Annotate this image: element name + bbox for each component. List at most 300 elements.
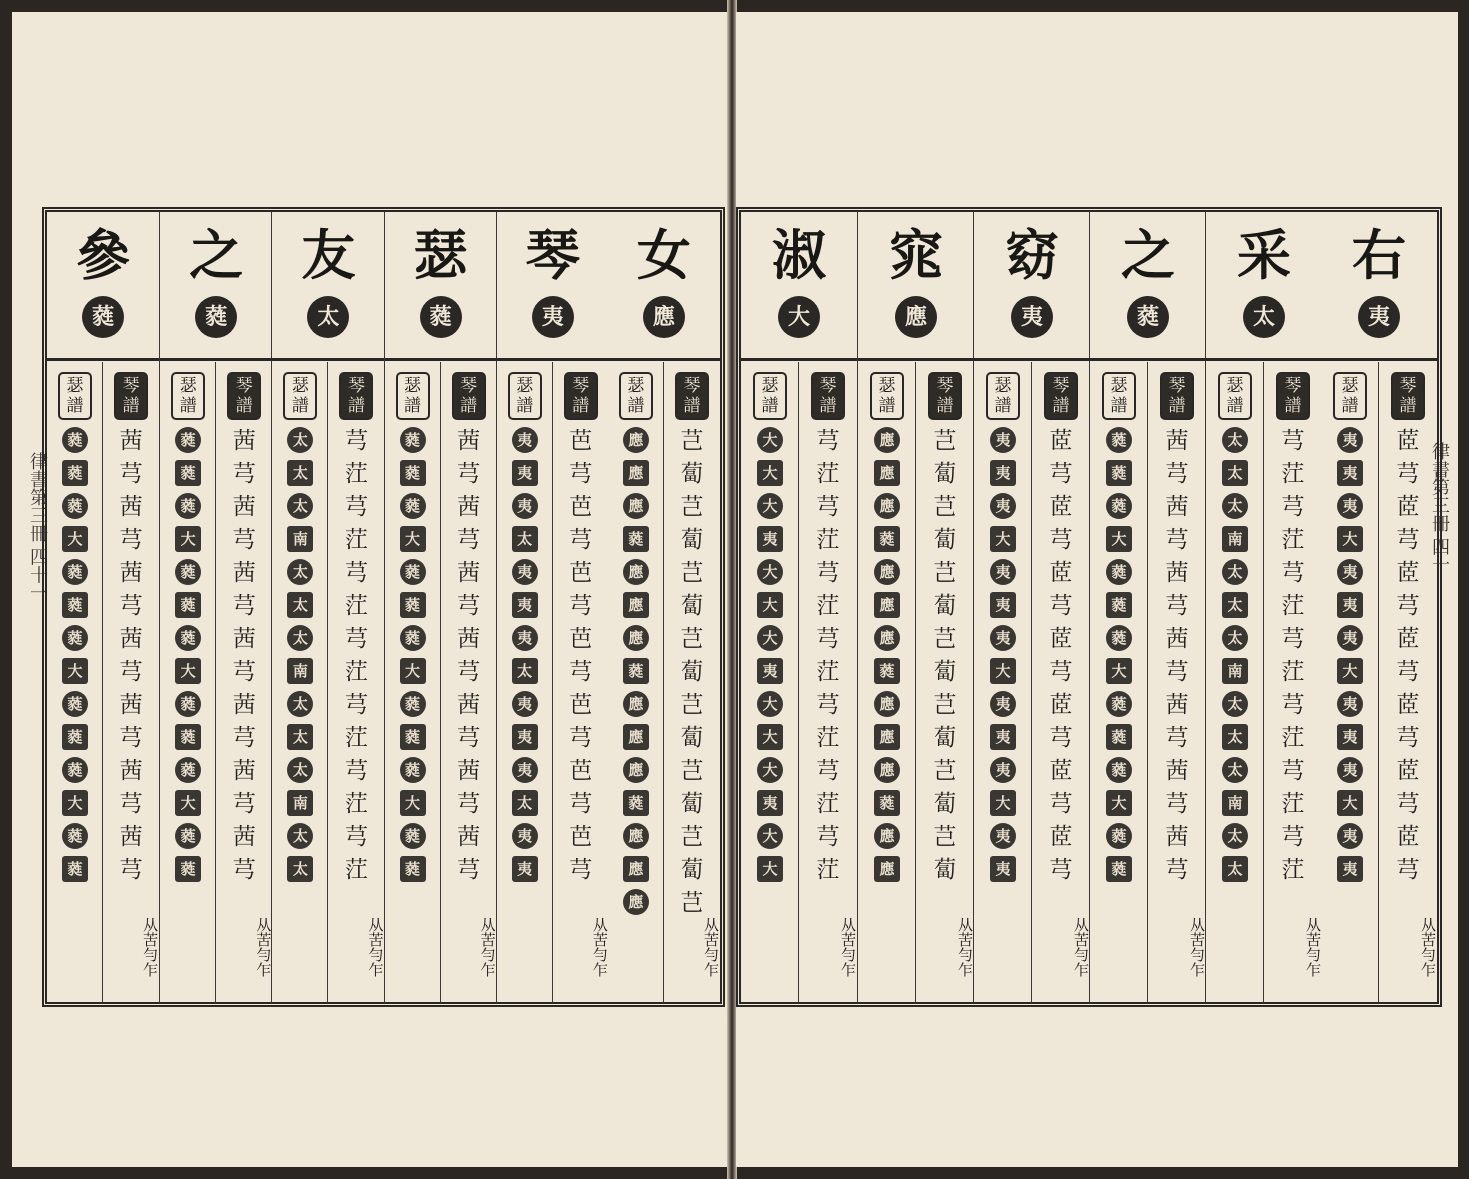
lyric-character: 淑 (772, 223, 826, 287)
qin-note: 茳 (1281, 791, 1305, 817)
qin-note: 蔔 (933, 527, 957, 553)
text-column (1321, 212, 1437, 1002)
text-column (1089, 212, 1206, 1002)
se-note: 蕤 (1106, 691, 1132, 717)
se-note: 夷 (1337, 427, 1363, 453)
se-score-label: 瑟譜 (986, 372, 1020, 420)
qin-note: 茳 (816, 461, 840, 487)
lyric-character: 右 (1352, 223, 1406, 287)
qin-note: 芎 (119, 593, 143, 619)
se-note: 應 (623, 427, 649, 453)
se-note: 夷 (1337, 559, 1363, 585)
right-page (736, 12, 1458, 1167)
qin-notation-column (1263, 362, 1322, 1002)
qin-note: 芎 (344, 626, 368, 652)
qin-note: 茝 (1049, 560, 1073, 586)
lyric-character: 之 (1121, 223, 1175, 287)
qin-note: 芑 (933, 428, 957, 454)
se-note: 大 (1337, 658, 1363, 684)
qin-note: 芑 (680, 626, 704, 652)
qin-note: 蔔 (933, 725, 957, 751)
se-note: 夷 (757, 658, 783, 684)
text-column (1205, 212, 1322, 1002)
qin-note: 芎 (344, 824, 368, 850)
left-page (12, 12, 730, 1167)
se-notation-column (1321, 362, 1379, 1002)
se-note: 夷 (512, 823, 538, 849)
se-note: 蕤 (400, 856, 426, 882)
se-note: 夷 (1337, 724, 1363, 750)
qin-note: 茳 (816, 527, 840, 553)
qin-note: 蔔 (680, 725, 704, 751)
qin-note: 茜 (232, 758, 256, 784)
se-note: 大 (62, 658, 88, 684)
se-note: 蕤 (62, 460, 88, 486)
qin-notation-column (552, 362, 609, 1002)
se-note: 夷 (1337, 460, 1363, 486)
divider (741, 358, 857, 361)
se-note: 蕤 (62, 691, 88, 717)
divider (858, 358, 974, 361)
se-note: 太 (287, 823, 313, 849)
se-note: 蕤 (62, 625, 88, 651)
se-note: 太 (512, 790, 538, 816)
se-note: 應 (874, 460, 900, 486)
se-note: 應 (874, 724, 900, 750)
qin-note: 茜 (457, 692, 481, 718)
qin-note: 茜 (232, 494, 256, 520)
se-note: 夷 (512, 559, 538, 585)
qin-notation-column (102, 362, 159, 1002)
se-note: 大 (175, 658, 201, 684)
qin-note: 芎 (457, 725, 481, 751)
se-note: 蕤 (175, 691, 201, 717)
qin-note: 芑 (680, 758, 704, 784)
qin-note: 茜 (119, 692, 143, 718)
qin-note: 芎 (119, 461, 143, 487)
pitch-badge: 太 (1243, 296, 1285, 338)
text-column (857, 212, 974, 1002)
qin-note: 芎 (1165, 857, 1189, 883)
se-note: 太 (1222, 823, 1248, 849)
se-note: 蕤 (175, 493, 201, 519)
se-note: 大 (757, 592, 783, 618)
column-footer: 从苦勻乍 (254, 917, 273, 977)
se-note: 蕤 (62, 493, 88, 519)
se-note: 蕤 (175, 559, 201, 585)
se-note: 南 (1222, 526, 1248, 552)
se-note: 夷 (512, 592, 538, 618)
qin-note: 茝 (1396, 824, 1420, 850)
se-note: 太 (287, 427, 313, 453)
se-note: 蕤 (175, 724, 201, 750)
qin-score-label: 琴譜 (1160, 372, 1194, 420)
qin-note: 茜 (1165, 428, 1189, 454)
se-note: 太 (287, 691, 313, 717)
se-note: 大 (757, 460, 783, 486)
qin-note: 茜 (119, 824, 143, 850)
qin-note: 茳 (344, 659, 368, 685)
se-score-label: 瑟譜 (508, 372, 542, 420)
qin-score-label: 琴譜 (564, 372, 598, 420)
qin-note: 芎 (816, 692, 840, 718)
qin-note: 芎 (344, 692, 368, 718)
se-note: 夷 (990, 823, 1016, 849)
se-note: 應 (874, 493, 900, 519)
left-margin-text: 律書第三冊 四十一 (27, 452, 48, 602)
qin-note: 芎 (232, 857, 256, 883)
qin-note: 芎 (1396, 725, 1420, 751)
qin-note: 芭 (569, 626, 593, 652)
qin-note: 芎 (1165, 659, 1189, 685)
se-note: 夷 (1337, 856, 1363, 882)
se-note: 蕤 (1106, 592, 1132, 618)
text-column (47, 212, 159, 1002)
se-note: 蕤 (62, 427, 88, 453)
se-note: 大 (757, 724, 783, 750)
lyric-character: 女 (636, 223, 691, 287)
se-note: 太 (1222, 493, 1248, 519)
qin-note: 芎 (1049, 527, 1073, 553)
pitch-badge: 夷 (1011, 296, 1053, 338)
qin-notation-column (327, 362, 384, 1002)
se-note: 太 (1222, 625, 1248, 651)
qin-note: 芎 (1281, 428, 1305, 454)
se-notation-column (47, 362, 103, 1002)
se-note: 應 (623, 559, 649, 585)
se-note: 蕤 (874, 658, 900, 684)
se-note: 太 (1222, 427, 1248, 453)
se-notation-column (160, 362, 216, 1002)
text-column (608, 212, 720, 1002)
column-head (47, 220, 159, 350)
qin-note: 芎 (1165, 527, 1189, 553)
se-note: 應 (874, 757, 900, 783)
qin-notation-column (798, 362, 857, 1002)
qin-note: 芎 (569, 461, 593, 487)
qin-score-label: 琴譜 (114, 372, 148, 420)
qin-note: 茳 (816, 725, 840, 751)
se-score-label: 瑟譜 (396, 372, 430, 420)
qin-note: 芎 (1281, 560, 1305, 586)
column-footer: 从苦勻乍 (141, 917, 160, 977)
column-footer: 从苦勻乍 (1188, 917, 1206, 977)
se-note: 大 (757, 493, 783, 519)
qin-note: 茳 (816, 857, 840, 883)
column-head (858, 220, 974, 350)
se-note: 應 (623, 691, 649, 717)
column-head (974, 220, 1090, 350)
qin-note: 芎 (457, 527, 481, 553)
lyric-character: 之 (189, 223, 244, 287)
se-note: 蕤 (175, 427, 201, 453)
se-note: 蕤 (175, 757, 201, 783)
se-note: 蕤 (623, 526, 649, 552)
qin-note: 芎 (816, 494, 840, 520)
column-head (608, 220, 720, 350)
qin-note: 茜 (232, 560, 256, 586)
se-note: 應 (623, 724, 649, 750)
se-note: 蕤 (1106, 559, 1132, 585)
pitch-badge: 蕤 (420, 296, 462, 338)
qin-note: 茳 (344, 593, 368, 619)
qin-score-label: 琴譜 (1044, 372, 1078, 420)
qin-note: 芑 (680, 890, 704, 916)
se-note: 蕤 (175, 460, 201, 486)
se-note: 蕤 (400, 493, 426, 519)
qin-note: 芎 (232, 659, 256, 685)
se-note: 太 (1222, 724, 1248, 750)
column-head (1206, 220, 1322, 350)
se-note: 夷 (512, 493, 538, 519)
lyric-character: 瑟 (413, 223, 468, 287)
qin-note: 芎 (232, 593, 256, 619)
se-note: 大 (990, 526, 1016, 552)
qin-note: 茝 (1396, 494, 1420, 520)
se-note: 大 (990, 658, 1016, 684)
se-note: 大 (1106, 526, 1132, 552)
se-note: 太 (512, 658, 538, 684)
qin-note: 茝 (1396, 626, 1420, 652)
qin-note: 茜 (457, 560, 481, 586)
qin-score-label: 琴譜 (227, 372, 261, 420)
qin-note: 芑 (933, 560, 957, 586)
qin-note: 芎 (1396, 461, 1420, 487)
qin-note: 茳 (816, 659, 840, 685)
se-note: 夷 (990, 493, 1016, 519)
qin-note: 芎 (1396, 527, 1420, 553)
se-notation-column (974, 362, 1032, 1002)
qin-note: 茜 (119, 626, 143, 652)
qin-note: 茝 (1396, 758, 1420, 784)
divider (385, 358, 497, 361)
se-note: 南 (1222, 790, 1248, 816)
column-head (1321, 220, 1437, 350)
se-notation-column (1090, 362, 1148, 1002)
qin-note: 茳 (1281, 725, 1305, 751)
qin-note: 蔔 (680, 659, 704, 685)
qin-note: 茳 (1281, 527, 1305, 553)
column-head (1090, 220, 1206, 350)
se-note: 太 (287, 493, 313, 519)
se-note: 蕤 (62, 559, 88, 585)
qin-note: 芎 (232, 725, 256, 751)
se-score-label: 瑟譜 (1102, 372, 1136, 420)
se-note: 南 (287, 790, 313, 816)
lyric-character: 琴 (525, 223, 580, 287)
qin-note: 芎 (569, 791, 593, 817)
se-note: 蕤 (400, 460, 426, 486)
column-footer: 从苦勻乍 (590, 917, 609, 977)
se-note: 南 (287, 526, 313, 552)
qin-note: 茳 (344, 791, 368, 817)
se-note: 大 (175, 790, 201, 816)
column-footer: 从苦勻乍 (478, 917, 497, 977)
qin-note: 芑 (680, 692, 704, 718)
qin-note: 芎 (232, 461, 256, 487)
se-note: 夷 (990, 592, 1016, 618)
se-score-label: 瑟譜 (753, 372, 787, 420)
qin-note: 芎 (1165, 593, 1189, 619)
column-footer: 从苦勻乍 (1072, 917, 1090, 977)
qin-note: 芎 (344, 428, 368, 454)
se-note: 太 (287, 757, 313, 783)
se-score-label: 瑟譜 (1333, 372, 1367, 420)
se-note: 夷 (990, 856, 1016, 882)
qin-note: 芭 (569, 758, 593, 784)
se-note: 應 (874, 691, 900, 717)
qin-note: 芎 (457, 791, 481, 817)
qin-note: 茜 (457, 626, 481, 652)
se-note: 大 (757, 625, 783, 651)
se-note: 應 (874, 856, 900, 882)
qin-note: 茳 (344, 857, 368, 883)
se-note: 蕤 (874, 526, 900, 552)
se-note: 蕤 (1106, 823, 1132, 849)
qin-note: 芎 (344, 560, 368, 586)
qin-note: 芎 (1165, 725, 1189, 751)
se-note: 蕤 (175, 625, 201, 651)
qin-note: 芑 (680, 560, 704, 586)
text-column (271, 212, 384, 1002)
se-note: 南 (287, 658, 313, 684)
se-notation-column (858, 362, 916, 1002)
qin-note: 茝 (1049, 494, 1073, 520)
se-note: 夷 (990, 427, 1016, 453)
qin-note: 芑 (933, 494, 957, 520)
se-note: 大 (990, 790, 1016, 816)
pitch-badge: 應 (643, 296, 685, 338)
se-note: 夷 (990, 757, 1016, 783)
lyric-character: 友 (301, 223, 356, 287)
qin-note: 芎 (119, 791, 143, 817)
pitch-badge: 太 (307, 296, 349, 338)
qin-note: 芑 (680, 428, 704, 454)
se-note: 蕤 (1106, 856, 1132, 882)
se-note: 夷 (990, 625, 1016, 651)
qin-score-label: 琴譜 (1391, 372, 1425, 420)
qin-note: 茜 (457, 824, 481, 850)
qin-note: 芎 (1049, 791, 1073, 817)
se-note: 蕤 (400, 757, 426, 783)
se-note: 太 (287, 559, 313, 585)
qin-note: 蔔 (680, 593, 704, 619)
qin-note: 芎 (1049, 857, 1073, 883)
se-score-label: 瑟譜 (870, 372, 904, 420)
se-note: 夷 (990, 559, 1016, 585)
se-note: 太 (1222, 592, 1248, 618)
se-note: 大 (62, 790, 88, 816)
column-footer: 从苦勻乍 (956, 917, 974, 977)
qin-note: 茳 (1281, 593, 1305, 619)
se-note: 應 (623, 493, 649, 519)
qin-note: 茝 (1049, 428, 1073, 454)
qin-note: 芎 (344, 758, 368, 784)
qin-note: 蔔 (933, 461, 957, 487)
se-note: 夷 (1337, 625, 1363, 651)
lyric-character: 參 (76, 223, 131, 287)
se-note: 蕤 (175, 592, 201, 618)
column-footer: 从苦勻乍 (701, 917, 720, 977)
left-columns (47, 212, 720, 1002)
qin-note: 芎 (1049, 593, 1073, 619)
qin-note: 芑 (680, 824, 704, 850)
qin-notation-column (1031, 362, 1090, 1002)
qin-note: 芭 (569, 560, 593, 586)
se-note: 蕤 (1106, 724, 1132, 750)
qin-note: 芎 (1396, 659, 1420, 685)
se-note: 夷 (1337, 757, 1363, 783)
qin-note: 茳 (1281, 857, 1305, 883)
se-notation-column (385, 362, 441, 1002)
se-note: 太 (287, 625, 313, 651)
se-note: 應 (623, 460, 649, 486)
column-footer: 从苦勻乍 (366, 917, 385, 977)
se-note: 太 (287, 724, 313, 750)
qin-score-label: 琴譜 (928, 372, 962, 420)
column-footer: 从苦勻乍 (1304, 917, 1322, 977)
se-note: 大 (62, 526, 88, 552)
se-note: 蕤 (175, 856, 201, 882)
se-note: 應 (623, 889, 649, 915)
se-note: 蕤 (1106, 493, 1132, 519)
column-head (272, 220, 384, 350)
se-note: 應 (874, 625, 900, 651)
se-note: 應 (874, 559, 900, 585)
divider (1206, 358, 1322, 361)
qin-score-label: 琴譜 (339, 372, 373, 420)
se-note: 蕤 (623, 790, 649, 816)
se-note: 夷 (512, 757, 538, 783)
qin-notation-column (915, 362, 974, 1002)
qin-note: 芎 (569, 659, 593, 685)
qin-note: 芎 (457, 659, 481, 685)
qin-note: 茜 (232, 824, 256, 850)
divider (272, 358, 384, 361)
pitch-badge: 夷 (532, 296, 574, 338)
text-column (384, 212, 497, 1002)
column-footer: 从苦勻乍 (839, 917, 857, 977)
qin-notation-column (440, 362, 497, 1002)
se-note: 大 (757, 691, 783, 717)
qin-note: 芎 (232, 791, 256, 817)
se-note: 蕤 (62, 823, 88, 849)
qin-note: 芎 (816, 626, 840, 652)
se-notation-column (497, 362, 553, 1002)
qin-note: 茜 (232, 626, 256, 652)
qin-note: 茝 (1049, 626, 1073, 652)
qin-note: 芎 (1049, 461, 1073, 487)
qin-note: 芭 (569, 428, 593, 454)
qin-note: 蔔 (933, 659, 957, 685)
se-note: 夷 (1337, 493, 1363, 519)
qin-note: 茳 (344, 527, 368, 553)
divider (608, 358, 720, 361)
qin-note: 芎 (816, 428, 840, 454)
lyric-character: 采 (1237, 223, 1291, 287)
qin-note: 茜 (232, 428, 256, 454)
text-column (159, 212, 272, 1002)
right-margin-text: 律書第三冊 四十 (1429, 442, 1450, 574)
se-note: 蕤 (1106, 427, 1132, 453)
se-note: 蕤 (1106, 460, 1132, 486)
se-note: 蕤 (400, 823, 426, 849)
se-note: 蕤 (1106, 757, 1132, 783)
qin-note: 芎 (1165, 791, 1189, 817)
se-score-label: 瑟譜 (58, 372, 92, 420)
qin-note: 芎 (816, 560, 840, 586)
qin-score-label: 琴譜 (452, 372, 486, 420)
